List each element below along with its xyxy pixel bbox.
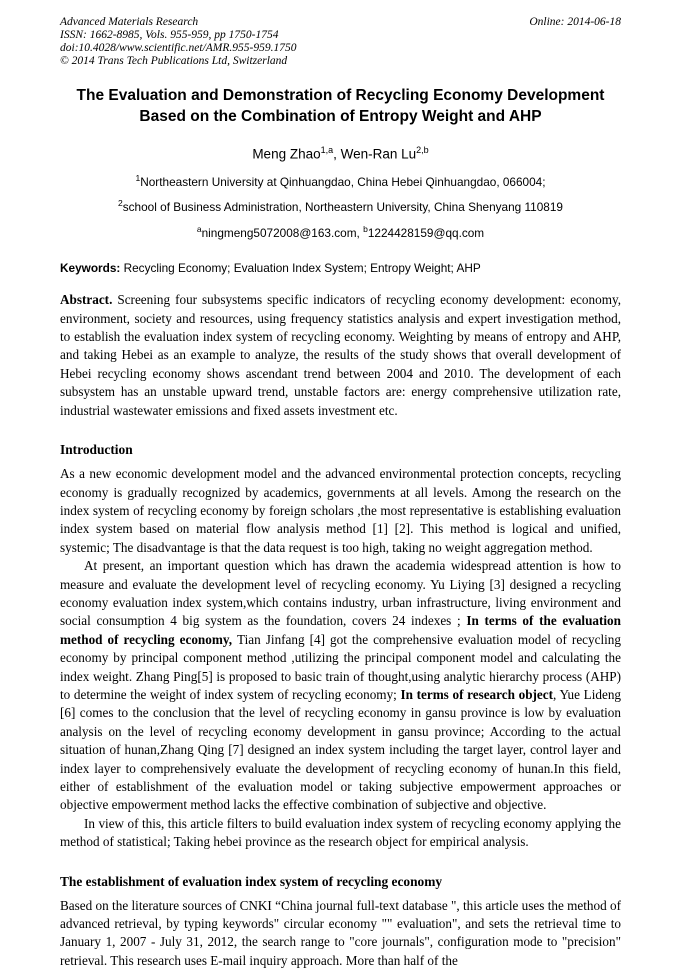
page-header <box>60 16 621 68</box>
keywords-line <box>60 261 621 276</box>
issn-line: ISSN: 1662-8985, Vols. 955-959, pp 1750-1754 <box>60 29 279 41</box>
paper-title <box>60 85 621 127</box>
introduction-paragraph-1: As a new economic development model and the advanced environmental protection concepts, recycling economy is gradually recognized by academics, governments at all levels. Among the research on the index system of recycling economy by foreign scholars ,the most representative is establishing evaluation index system based on material flow analysis method [1] [2]. This method is logical and unified, systemic; The disadvantage is that the data request is too high, taking no weight aggregation method. <box>60 466 621 555</box>
intro-p2-run-1: At present, an important question which has drawn the academia widespread attention is how to measure and evaluate the development level of recycling economy. Yu Liying [3] designed a recycling economy evaluation index system,which contains industry, urban infrastructure, living environment and social consumption 4 big system as the foundation, covers 24 indexes ; <box>60 558 621 629</box>
copyright-line: © 2014 Trans Tech Publications Ltd, Switzerland <box>60 55 288 67</box>
paper-title-line-1: The Evaluation and Demonstration of Recycling Economy Development <box>76 87 605 104</box>
introduction-paragraph-3: In view of this, this article filters to build evaluation index system of recycling economy applying the method of statistical; Taking hebei province as the research object for empirical analysis. <box>60 815 621 850</box>
author-1-superscript: 1,a <box>320 145 334 155</box>
introduction-heading: Introduction <box>60 442 133 458</box>
author-emails <box>60 222 621 241</box>
email-2-superscript: b <box>363 224 368 235</box>
author-2-name: , Wen-Ran Lu <box>333 146 417 162</box>
establishment-paragraph-1: Based on the literature sources of CNKI “China journal full-text database ", this article uses the method of advanced retrieval, by typing keywords" circular economy "" evaluation", and sets the retrieval time to January 1, 2007 - July 31, 2012, the search range to "core journals", configuration mode to "precision" retrieval. This research uses E-mail inquiry approach. More than half of the <box>60 897 621 968</box>
introduction-paragraph-2 <box>60 557 621 815</box>
intro-p2-run-2-bold: In terms of the evaluation method of recycling economy, <box>60 613 621 647</box>
email-2-address: 1224428159@qq.com <box>367 226 485 241</box>
author-2-superscript: 2,b <box>416 145 429 155</box>
abstract-label: Abstract. <box>60 292 113 308</box>
intro-p2-run-4-bold: In terms of research object <box>400 686 554 702</box>
keywords-label: Keywords: <box>60 261 121 276</box>
keywords-text: Recycling Economy; Evaluation Index System; Entropy Weight; AHP <box>120 261 481 276</box>
affiliation-2-text: school of Business Administration, Northeastern University, China Shenyang 110819 <box>122 200 563 215</box>
doi-line: doi:10.4028/www.scientific.net/AMR.955-959.1750 <box>60 42 297 54</box>
abstract-paragraph <box>60 291 621 420</box>
online-date: Online: 2014-06-18 <box>529 16 621 28</box>
publication-meta <box>60 16 296 68</box>
affiliation-1-superscript: 1 <box>135 172 141 183</box>
journal-name: Advanced Materials Research <box>60 16 199 28</box>
abstract-text: Screening four subsystems specific indicators of recycling economy development: economy, environment, society and resources, using frequency statistics analysis and expert investigation method, to establish the evaluation index system of recycling economy. Weighting by means of entropy and AHP, and taking Hebei as an example to analyze, the results of the study shows that overall development of Hebei recycling economy shows ascendant trend between 2004 and 2010. The development of each subsystem has an unstable upward trend, unstable factors are: energy comprehensive utilization rate, industrial wastewater emissions and fixed assets investment etc. <box>60 292 621 418</box>
email-1-superscript: a <box>196 224 202 235</box>
establishment-heading: The establishment of evaluation index system of recycling economy <box>60 873 443 889</box>
intro-p2-run-3: Tian Jinfang [4] got the comprehensive evaluation model of recycling economy by principal component method ,utilizing the principal component model and calculating the index weight. Zhang Ping[5] is proposed to basic train of thought,using analytic hierarchy process (AHP) to determine the weight of index system of recycling economy; <box>60 631 621 702</box>
paper-title-line-2: Based on the Combination of Entropy Weight and AHP <box>139 108 542 125</box>
intro-p2-run-5: , Yue Lideng [6] comes to the conclusion that the level of recycling economy in gansu province is low by evaluation analysis on the level of recycling economy development in gansu province; According to the actual situation of hunan,Zhang Qing [7] designed an index system including the target layer, control layer and index layer to comprehensively evaluate the development of recycling economy of hunan.In this field, either of establishment of the evaluation model or taking subjective empowerment approaches or objective empowerment method lacks the effective combination of subjective and objective. <box>60 686 622 813</box>
affiliation-1-text: Northeastern University at Qinhuangdao, China Hebei Qinhuangdao, 066004; <box>140 174 546 189</box>
email-1-address: ningmeng5072008@163.com, <box>201 226 364 241</box>
affiliation-2-superscript: 2 <box>118 198 123 209</box>
author-1-name: Meng Zhao <box>252 146 321 162</box>
affiliation-1 <box>60 171 621 190</box>
authors-line <box>60 141 621 164</box>
affiliation-2 <box>60 196 621 215</box>
